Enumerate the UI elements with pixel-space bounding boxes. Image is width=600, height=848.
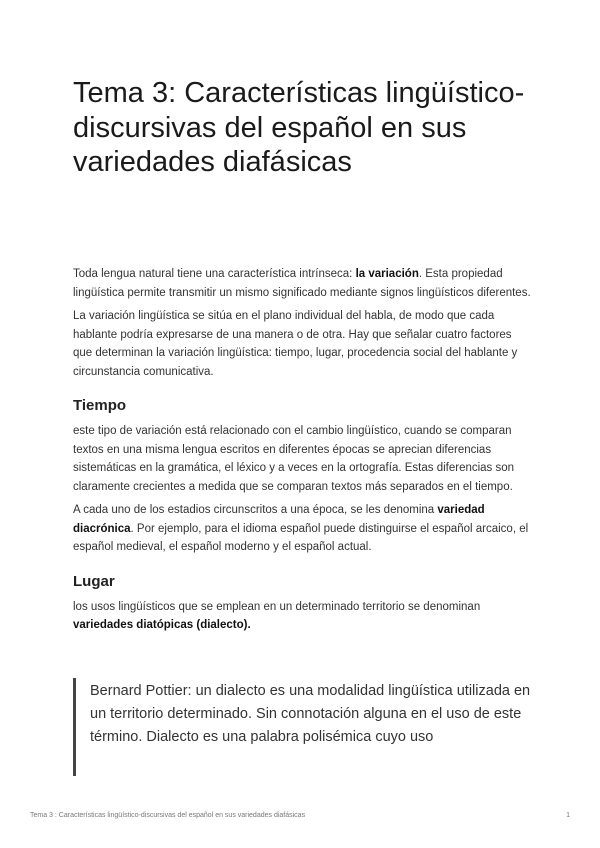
tiempo-paragraph-1: este tipo de variación está relacionado con el cambio lingüístico, cuando se comparan textos en una misma lengua escritos en diferentes épocas se aprecian diferencias sistemáticas en la gramática, el léxico y a veces en la ortografía. Estas diferencias son claramente crecientes a medida que se comparan textos más separados en el tiempo.: [73, 425, 515, 493]
intro-p1-text: Toda lengua natural tiene una característica intrínseca:: [73, 268, 356, 280]
intro-p1-text-end: . Esta propiedad lingüística permite transmitir un mismo significado mediante signos lingüísticos diferentes.: [73, 268, 531, 299]
document-body: [73, 265, 531, 640]
lugar-p1-text: los usos lingüísticos que se emplean en un determinado territorio se denominan: [73, 600, 481, 613]
term-variacion: la variación: [355, 268, 419, 280]
page-title: Tema 3: Características lingüístico-discursivas del español en sus variedades diafásicas: [73, 77, 525, 178]
page-footer-title: Tema 3 : Características lingüístico-discursivas del español en sus variedades diafásicas: [30, 812, 306, 819]
section-heading-tiempo: Tiempo: [73, 397, 127, 414]
term-variedad-diacronica: variedad diacrónica: [73, 504, 485, 535]
lugar-paragraph-1: [73, 598, 531, 635]
term-variedades-diatopicas: variedades diatópicas (dialecto).: [73, 619, 251, 631]
blockquote: [73, 678, 536, 776]
blockquote-text: Bernard Pottier: un dialecto es una modalidad lingüística utilizada en un territorio determinado. Sin connotación alguna en el uso de este término. Dialecto es una palabra polisémica cuyo uso: [90, 683, 531, 745]
intro-paragraph-1: [73, 265, 531, 302]
tiempo-p2-text: A cada uno de los estadios circunscritos a una época, se les denomina: [73, 504, 438, 516]
page-number: 1: [566, 812, 570, 819]
section-heading-lugar: Lugar: [73, 572, 115, 590]
tiempo-paragraph-2: [73, 501, 531, 557]
tiempo-p2-text-end: . Por ejemplo, para el idioma español puede distinguirse el español arcaico, el español medieval, el español moderno y el español actual.: [73, 522, 529, 553]
intro-paragraph-2: La variación lingüística se sitúa en el plano individual del habla, de modo que cada hablante podría expresarse de una manera o de otra. Hay que señalar cuatro factores que determinan la variación lingüística: tiempo, lugar, procedencia social del hablante y circunstancia comunicativa.: [73, 310, 518, 378]
